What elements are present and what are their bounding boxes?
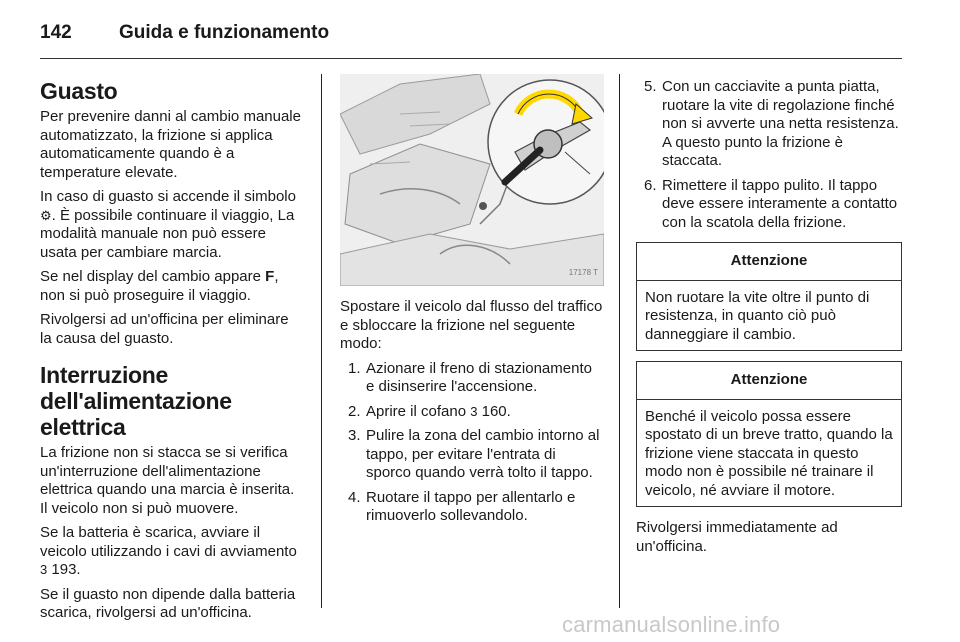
page-ref-icon: 3 <box>40 562 48 577</box>
step-text: Azionare il freno di stazionamento e disinserire l'accensione. <box>366 359 592 395</box>
paragraph <box>40 188 302 262</box>
step-text: Con un cacciavite a punta piatta, ruotare la vite di regolazione finché non si avverte una netta resistenza. A questo punto la frizione è staccata. <box>662 78 899 169</box>
page-ref: 193. <box>51 561 81 578</box>
step-text: Ruotare il tappo per allentarlo e rimuoverlo sollevandolo. <box>366 488 576 524</box>
page-heading: Guida e funzionamento <box>119 22 330 43</box>
column-left <box>40 78 302 629</box>
step-text: Pulire la zona del cambio intorno al tappo, per evitare l'entrata di sporco quando verrà tolto il tappo. <box>366 427 600 481</box>
engine-bay-illustration <box>340 74 604 286</box>
display-letter: F <box>265 268 275 285</box>
text: . È possibile continuare il viaggio, La modalità manuale non può essere usata per cambiare marcia. <box>40 206 295 261</box>
step-number: 1. <box>348 359 361 377</box>
page-ref: 160. <box>481 402 511 420</box>
caution-text: Benché il veicolo possa essere spostato di un breve tratto, quando la frizione viene staccata in questo modo non è possibile né trainare il veicolo, né avviare il motore. <box>645 407 893 499</box>
list-item <box>636 78 902 171</box>
step-number: 3. <box>348 427 361 444</box>
list-item <box>340 403 604 422</box>
caution-title: Attenzione <box>637 243 901 281</box>
step-number: 4. <box>348 488 361 506</box>
page-header <box>40 18 902 59</box>
paragraph: Se il guasto non dipende dalla batteria scarica, rivolgersi ad un'officina. <box>40 585 296 621</box>
section-heading-interruzione: Interruzione dell'alimentazione elettrica <box>40 362 232 440</box>
column-middle <box>340 78 604 532</box>
paragraph <box>40 524 302 580</box>
column-right <box>636 78 902 562</box>
paragraph: Rivolgersi immediatamente ad un'officina. <box>636 519 838 555</box>
list-item <box>340 427 604 483</box>
step-number: 2. <box>348 402 361 420</box>
column-divider <box>619 74 620 608</box>
steps-list <box>636 78 902 232</box>
step-text: Aprire il cofano <box>366 402 471 420</box>
paragraph: La frizione non si stacca se si verifica un'interruzione dell'alimentazione elettrica quando una marcia è inserita. Il veicolo non si può muovere. <box>40 444 295 517</box>
paragraph: Per prevenire danni al cambio manuale automatizzato, la frizione si applica automaticamente quando è a temperature elevate. <box>40 108 301 181</box>
paragraph <box>40 268 302 305</box>
caution-text: Non ruotare la vite oltre il punto di resistenza, in quanto ciò può danneggiare il cambio. <box>645 288 870 343</box>
caution-title: Attenzione <box>637 362 901 400</box>
text: Se nel display del cambio appare <box>40 268 266 285</box>
text: Se la batteria è scarica, avviare il veicolo utilizzando i cavi di avviamento <box>40 524 297 560</box>
paragraph: Spostare il veicolo dal flusso del traffico e sbloccare la frizione nel seguente modo: <box>340 298 603 352</box>
steps-list <box>340 360 604 526</box>
step-text: Rimettere il tappo pulito. Il tappo deve essere interamente a contatto con la scatola della frizione. <box>662 176 898 231</box>
step-number: 5. <box>644 78 657 95</box>
text: In caso di guasto si accende il simbolo <box>40 188 296 205</box>
list-item <box>636 177 902 233</box>
gearbox-warning-icon: ⚙ <box>40 207 52 223</box>
column-divider <box>321 74 322 608</box>
figure-code: 17178 T <box>568 267 598 277</box>
list-item <box>340 489 604 526</box>
section-heading-guasto: Guasto <box>40 78 118 104</box>
caution-box <box>636 242 902 351</box>
caution-box <box>636 361 902 507</box>
page-number: 142 <box>40 22 72 43</box>
watermark: carmanualsonline.info <box>562 612 781 637</box>
step-number: 6. <box>644 176 657 194</box>
text: , non si può proseguire il viaggio. <box>40 268 279 304</box>
paragraph: Rivolgersi ad un'officina per eliminare la causa del guasto. <box>40 311 289 347</box>
engine-bay-drawing <box>340 74 604 286</box>
list-item <box>340 360 604 397</box>
page-ref-icon: 3 <box>470 403 478 419</box>
